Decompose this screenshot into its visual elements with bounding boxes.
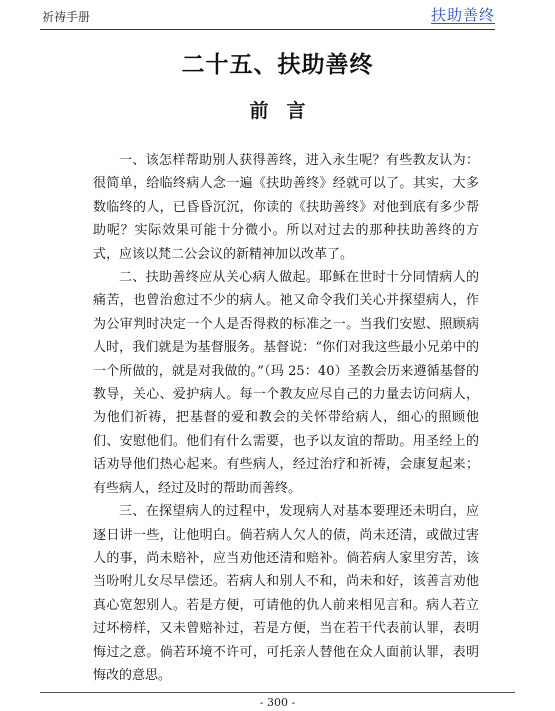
body-text	[93, 149, 479, 687]
paragraph: 二、扶助善终应从关心病人做起。耶稣在世时十分同情病人的痛苦，也曾治愈过不少的病人。祂又命令我们关心并探望病人，作为公审判时决定一个人是否得救的标准之一。当我们安慰、照顾病人时，我们就是为基督服务。基督说：“你们对我这些最小兄弟中的一个所做的，就是对我做的。”（玛 25：40）圣教会历来遵循基督的教导，关心、爱护病人。每一个教友应尽自己的力量去访问病人，为他们祈祷，把基督的爱和教会的关怀带给病人，细心的照顾他们、安慰他们。他们有什么需要，也予以友谊的帮助。用圣经上的话劝导他们热心起来。有些病人，经过治疗和祈祷，会康复起来；有些病人，经过及时的帮助而善终。	[93, 270, 479, 496]
footer-divider	[40, 692, 515, 693]
book-title: 祈祷手册	[42, 10, 91, 24]
paragraph: 一、该怎样帮助别人获得善终，进入永生呢？有些教友认为：很简单，给临终病人念一遍《扶助善终》经就可以了。其实，大多数临终的人，已昏昏沉沉，你读的《扶助善终》对他到底有多少帮助呢？实际效果可能十分微小。所以对过去的那种扶助善终的方式，应该以梵二公会议的新精神加以改革了。	[93, 153, 479, 262]
section-title: 扶助善终	[430, 6, 495, 24]
running-header	[42, 5, 495, 25]
chapter-title: 二十五、扶助善终	[181, 51, 374, 78]
header-divider	[40, 29, 495, 30]
chapter-subtitle: 前言	[249, 100, 324, 122]
paragraph: 三、在探望病人的过程中，发现病人对基本要理还未明白，应逐日讲一些，让他明白。倘若病人欠人的债，尚未还清，或做过害人的事，尚未赔补，应当劝他还清和赔补。倘若病人家里穷苦，该当吩咐儿女尽早偿还。若病人和别人不和，尚未和好，该善言劝他真心宽恕别人。若是方便，可请他的仇人前来相见言和。病人若立过坏榜样，又未曾赔补过，若是方便，当在若干代表前认罪，表明悔过之意。倘若环境不许可，可托亲人替他在众人面前认罪，表明悔改的意思。	[93, 504, 479, 683]
page-number: - 300 -	[259, 696, 296, 709]
